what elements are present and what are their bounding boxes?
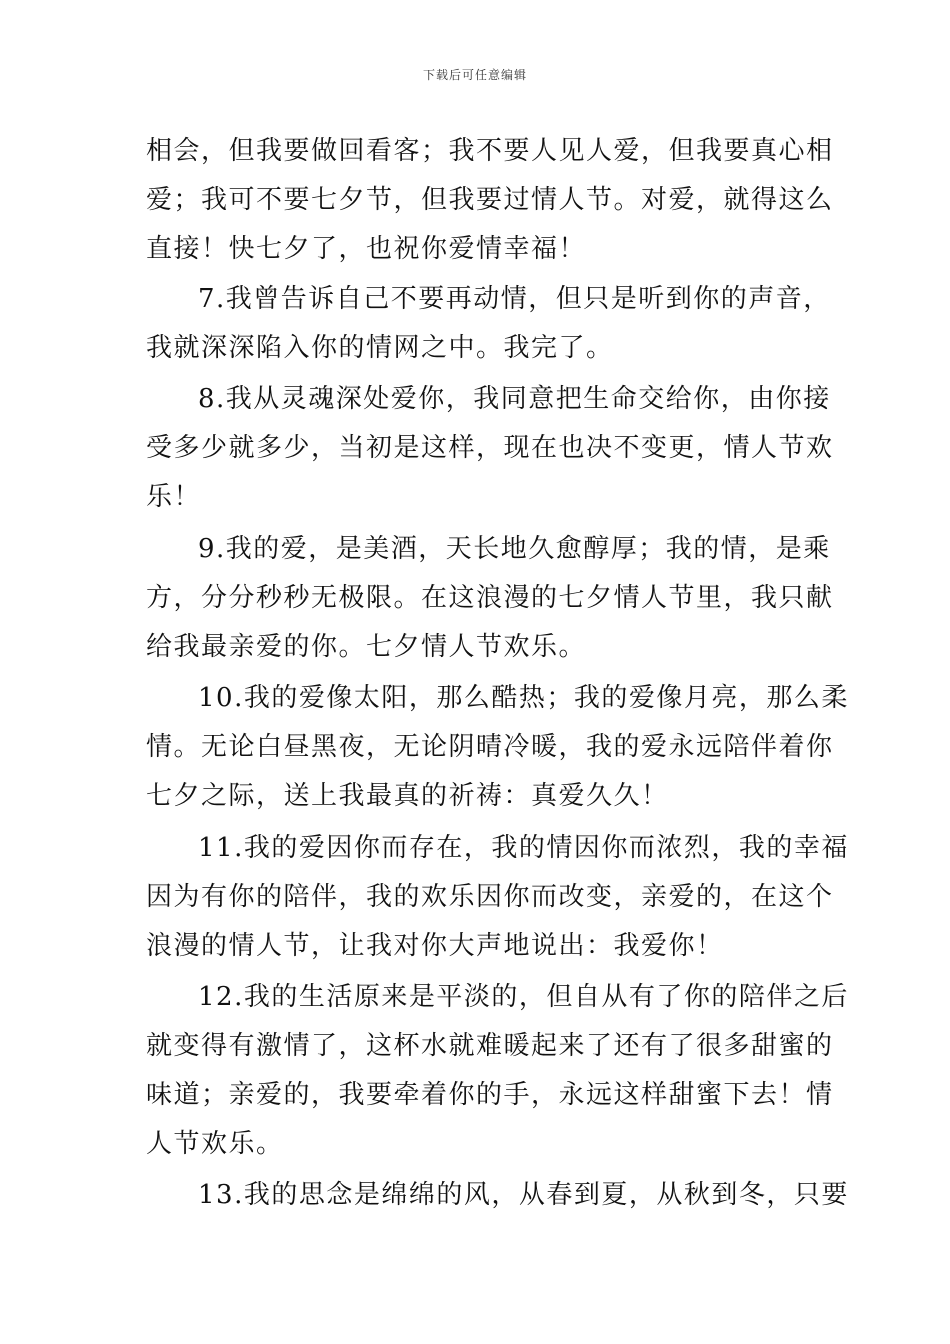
paragraph-12-first-line: 12.我的生活原来是平淡的，但自从有了你的陪伴之后 (198, 982, 849, 1012)
paragraph-8-first-line: 8.我从灵魂深处爱你，我同意把生命交给你，由你接 (198, 384, 831, 414)
text-line: 给我最亲爱的你。七夕情人节欢乐。 (146, 632, 587, 662)
text-line: 七夕之际，送上我最真的祈祷：真爱久久！ (146, 781, 669, 811)
paragraph-11-first-line: 11.我的爱因你而存在，我的情因你而浓烈，我的幸福 (198, 833, 849, 863)
paragraph-9-first-line: 9.我的爱，是美酒，天长地久愈醇厚；我的情，是乘 (198, 534, 831, 564)
text-line: 因为有你的陪伴，我的欢乐因你而改变，亲爱的，在这个 (146, 882, 834, 912)
text-line: 乐！ (146, 482, 202, 512)
text-line: 爱；我可不要七夕节，但我要过情人节。对爱，就得这么 (146, 185, 834, 215)
text-line: 味道；亲爱的，我要牵着你的手，永远这样甜蜜下去！情 (146, 1080, 834, 1110)
text-line: 人节欢乐。 (146, 1129, 284, 1159)
paragraph-10-first-line: 10.我的爱像太阳，那么酷热；我的爱像月亮，那么柔 (198, 683, 849, 713)
text-line: 受多少就多少，当初是这样，现在也决不变更，情人节欢 (146, 433, 834, 463)
text-line: 就变得有激情了，这杯水就难暖起来了还有了很多甜蜜的 (146, 1031, 834, 1061)
text-line: 我就深深陷入你的情网之中。我完了。 (146, 333, 614, 363)
paragraph-7-first-line: 7.我曾告诉自己不要再动情，但只是听到你的声音， (198, 284, 831, 314)
text-line: 情。无论白昼黑夜，无论阴晴冷暖，我的爱永远陪伴着你 (146, 732, 834, 762)
text-line: 相会，但我要做回看客；我不要人见人爱，但我要真心相 (146, 136, 834, 166)
text-line: 浪漫的情人节，让我对你大声地说出：我爱你！ (146, 931, 724, 961)
paragraph-13-first-line: 13.我的思念是绵绵的风，从春到夏，从秋到冬，只要 (198, 1180, 849, 1210)
page-header: 下载后可任意编辑 (422, 68, 527, 82)
text-line: 直接！快七夕了，也祝你爱情幸福！ (146, 234, 587, 264)
text-line: 方，分分秒秒无极限。在这浪漫的七夕情人节里，我只献 (146, 583, 834, 613)
